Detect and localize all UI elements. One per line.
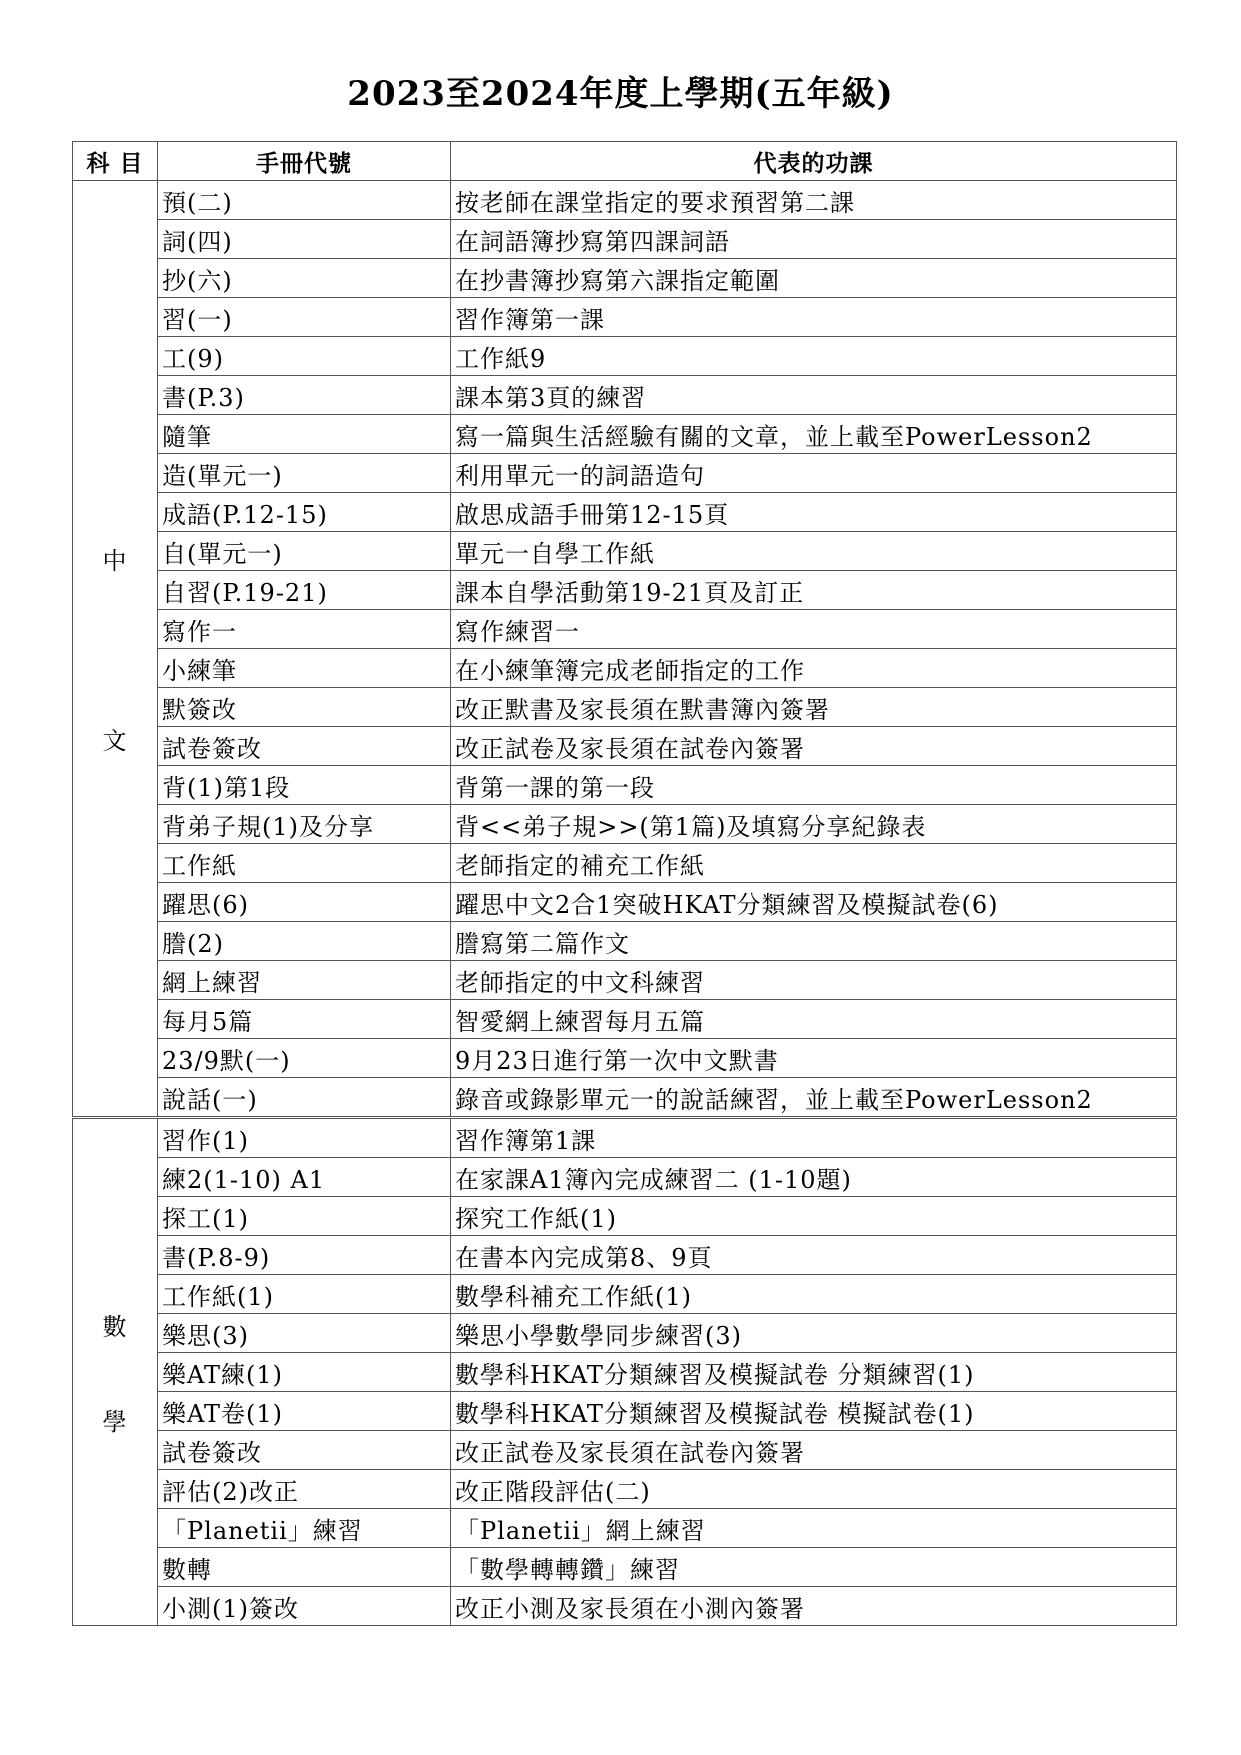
table-row [73, 1118, 1177, 1158]
desc-cell: 改正試卷及家長須在試卷內簽署 [451, 727, 1177, 766]
table-row [73, 688, 1177, 727]
desc-cell: 改正階段評估(二) [451, 1470, 1177, 1509]
table-row [73, 649, 1177, 688]
header-subject: 科 目 [73, 142, 158, 181]
code-cell: 自習(P.19-21) [158, 571, 451, 610]
table-row [73, 1431, 1177, 1470]
code-cell: 造(單元一) [158, 454, 451, 493]
table-row [73, 610, 1177, 649]
subject-char: 中 [102, 547, 128, 575]
desc-cell: 啟思成語手冊第12-15頁 [451, 493, 1177, 532]
table-row [73, 727, 1177, 766]
code-cell: 樂思(3) [158, 1314, 451, 1353]
desc-cell: 在詞語簿抄寫第四課詞語 [451, 220, 1177, 259]
table-row [73, 1158, 1177, 1197]
subject-cell [73, 181, 158, 1118]
desc-cell: 背<<弟子規>>(第1篇)及填寫分享紀錄表 [451, 805, 1177, 844]
desc-cell: 躍思中文2合1突破HKAT分類練習及模擬試卷(6) [451, 883, 1177, 922]
code-cell: 23/9默(一) [158, 1039, 451, 1078]
table-row [73, 922, 1177, 961]
code-cell: 背(1)第1段 [158, 766, 451, 805]
desc-cell: 單元一自學工作紙 [451, 532, 1177, 571]
code-cell: 「Planetii」練習 [158, 1509, 451, 1548]
code-cell: 數轉 [158, 1548, 451, 1587]
code-cell: 每月5篇 [158, 1000, 451, 1039]
code-cell: 試卷簽改 [158, 727, 451, 766]
page-title: 2023至2024年度上學期(五年級) [347, 74, 894, 114]
table-row [73, 961, 1177, 1000]
table-row [73, 1548, 1177, 1587]
desc-cell: 在小練筆簿完成老師指定的工作 [451, 649, 1177, 688]
table-row [73, 1353, 1177, 1392]
code-cell: 習(一) [158, 298, 451, 337]
header-desc: 代表的功課 [451, 142, 1177, 181]
code-cell: 書(P.8-9) [158, 1236, 451, 1275]
desc-cell: 利用單元一的詞語造句 [451, 454, 1177, 493]
table-row [73, 454, 1177, 493]
code-cell: 躍思(6) [158, 883, 451, 922]
table-row [73, 259, 1177, 298]
code-cell: 工(9) [158, 337, 451, 376]
code-cell: 隨筆 [158, 415, 451, 454]
table-row [73, 766, 1177, 805]
desc-cell: 課本第3頁的練習 [451, 376, 1177, 415]
code-cell: 樂AT練(1) [158, 1353, 451, 1392]
table-row [73, 1197, 1177, 1236]
subject-char: 數 [102, 1313, 128, 1341]
desc-cell: 背第一課的第一段 [451, 766, 1177, 805]
table-row [73, 571, 1177, 610]
desc-cell: 數學科HKAT分類練習及模擬試卷 分類練習(1) [451, 1353, 1177, 1392]
desc-cell: 老師指定的補充工作紙 [451, 844, 1177, 883]
desc-cell: 寫一篇與生活經驗有關的文章，並上載至PowerLesson2 [451, 415, 1177, 454]
table-row [73, 298, 1177, 337]
table-row [73, 1078, 1177, 1118]
subject-cell [73, 1118, 158, 1626]
code-cell: 背弟子規(1)及分享 [158, 805, 451, 844]
subject-char: 文 [102, 727, 128, 755]
table-body [73, 181, 1177, 1626]
code-cell: 小練筆 [158, 649, 451, 688]
desc-cell: 數學科補充工作紙(1) [451, 1275, 1177, 1314]
code-cell: 評估(2)改正 [158, 1470, 451, 1509]
table-row [73, 532, 1177, 571]
desc-cell: 數學科HKAT分類練習及模擬試卷 模擬試卷(1) [451, 1392, 1177, 1431]
desc-cell: 改正默書及家長須在默書簿內簽署 [451, 688, 1177, 727]
homework-table [72, 141, 1177, 1626]
table-row [73, 493, 1177, 532]
desc-cell: 按老師在課堂指定的要求預習第二課 [451, 181, 1177, 220]
code-cell: 默簽改 [158, 688, 451, 727]
code-cell: 樂AT卷(1) [158, 1392, 451, 1431]
table-row [73, 376, 1177, 415]
code-cell: 小測(1)簽改 [158, 1587, 451, 1626]
desc-cell: 在抄書簿抄寫第六課指定範圍 [451, 259, 1177, 298]
desc-cell: 寫作練習一 [451, 610, 1177, 649]
desc-cell: 錄音或錄影單元一的說話練習，並上載至PowerLesson2 [451, 1078, 1177, 1118]
desc-cell: 探究工作紙(1) [451, 1197, 1177, 1236]
code-cell: 網上練習 [158, 961, 451, 1000]
table-row [73, 1587, 1177, 1626]
desc-cell: 在家課A1簿內完成練習二 (1-10題) [451, 1158, 1177, 1197]
desc-cell: 改正試卷及家長須在試卷內簽署 [451, 1431, 1177, 1470]
code-cell: 預(二) [158, 181, 451, 220]
table-row [73, 805, 1177, 844]
code-cell: 探工(1) [158, 1197, 451, 1236]
code-cell: 成語(P.12-15) [158, 493, 451, 532]
table-row [73, 1392, 1177, 1431]
table-row [73, 415, 1177, 454]
table-row [73, 1314, 1177, 1353]
table-row [73, 844, 1177, 883]
code-cell: 抄(六) [158, 259, 451, 298]
code-cell: 說話(一) [158, 1078, 451, 1118]
subject-char: 學 [102, 1408, 128, 1436]
desc-cell: 「數學轉轉鑽」練習 [451, 1548, 1177, 1587]
table-row [73, 181, 1177, 220]
desc-cell: 老師指定的中文科練習 [451, 961, 1177, 1000]
desc-cell: 在書本內完成第8、9頁 [451, 1236, 1177, 1275]
table-row [73, 1000, 1177, 1039]
desc-cell: 樂思小學數學同步練習(3) [451, 1314, 1177, 1353]
desc-cell: 習作簿第1課 [451, 1118, 1177, 1158]
table-row [73, 1470, 1177, 1509]
desc-cell: 改正小測及家長須在小測內簽署 [451, 1587, 1177, 1626]
table-row [73, 337, 1177, 376]
table-header-row [73, 142, 1177, 181]
header-code: 手冊代號 [158, 142, 451, 181]
code-cell: 練2(1-10) A1 [158, 1158, 451, 1197]
desc-cell: 謄寫第二篇作文 [451, 922, 1177, 961]
table-row [73, 1275, 1177, 1314]
desc-cell: 9月23日進行第一次中文默書 [451, 1039, 1177, 1078]
desc-cell: 智愛網上練習每月五篇 [451, 1000, 1177, 1039]
desc-cell: 「Planetii」網上練習 [451, 1509, 1177, 1548]
table-row [73, 1236, 1177, 1275]
desc-cell: 工作紙9 [451, 337, 1177, 376]
table-row [73, 1509, 1177, 1548]
table-row [73, 1039, 1177, 1078]
table-row [73, 883, 1177, 922]
code-cell: 工作紙 [158, 844, 451, 883]
code-cell: 試卷簽改 [158, 1431, 451, 1470]
code-cell: 習作(1) [158, 1118, 451, 1158]
code-cell: 謄(2) [158, 922, 451, 961]
code-cell: 詞(四) [158, 220, 451, 259]
desc-cell: 習作簿第一課 [451, 298, 1177, 337]
table-row [73, 220, 1177, 259]
code-cell: 寫作一 [158, 610, 451, 649]
code-cell: 自(單元一) [158, 532, 451, 571]
code-cell: 書(P.3) [158, 376, 451, 415]
code-cell: 工作紙(1) [158, 1275, 451, 1314]
desc-cell: 課本自學活動第19-21頁及訂正 [451, 571, 1177, 610]
